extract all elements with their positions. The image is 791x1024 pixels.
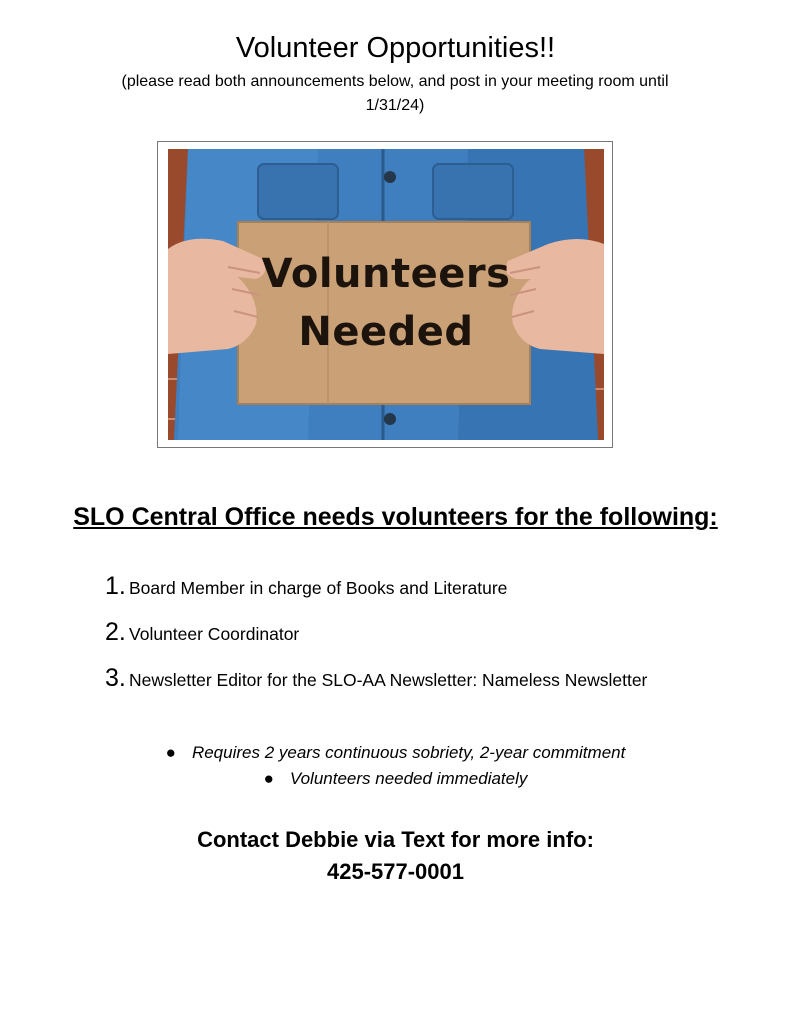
requirements-list [0, 740, 791, 792]
contact-info [0, 824, 791, 888]
bullet-text: Volunteers needed immediately [289, 769, 528, 788]
list-item [105, 572, 647, 618]
item-text: Newsletter Editor for the SLO-AA Newsletter: Nameless Newsletter [129, 670, 648, 690]
item-number: 3. [105, 664, 126, 692]
bullet-icon: ● [263, 769, 274, 788]
bullet-item [0, 766, 791, 792]
item-text: Volunteer Coordinator [129, 624, 300, 644]
volunteers-needed-image [157, 141, 613, 448]
page-subtitle: (please read both announcements below, and post in your meeting room until 1/31/24) [121, 73, 669, 114]
contact-line: Contact Debbie via Text for more info: [197, 827, 594, 852]
item-number: 1. [105, 572, 126, 600]
sign-text-line1: Volunteers [261, 251, 511, 297]
page-title: Volunteer Opportunities!! [235, 32, 556, 64]
bullet-text: Requires 2 years continuous sobriety, 2-year commitment [191, 743, 626, 762]
bullet-icon: ● [165, 743, 176, 762]
list-item [105, 618, 647, 664]
item-number: 2. [105, 618, 126, 646]
volunteer-positions-list [105, 572, 647, 710]
bullet-item [0, 740, 791, 766]
contact-phone: 425-577-0001 [326, 859, 464, 884]
photo [168, 149, 604, 440]
list-item [105, 664, 647, 710]
section-heading: SLO Central Office needs volunteers for the following: [73, 503, 718, 531]
sign-text-line2: Needed [298, 309, 474, 355]
item-text: Board Member in charge of Books and Literature [129, 578, 508, 598]
